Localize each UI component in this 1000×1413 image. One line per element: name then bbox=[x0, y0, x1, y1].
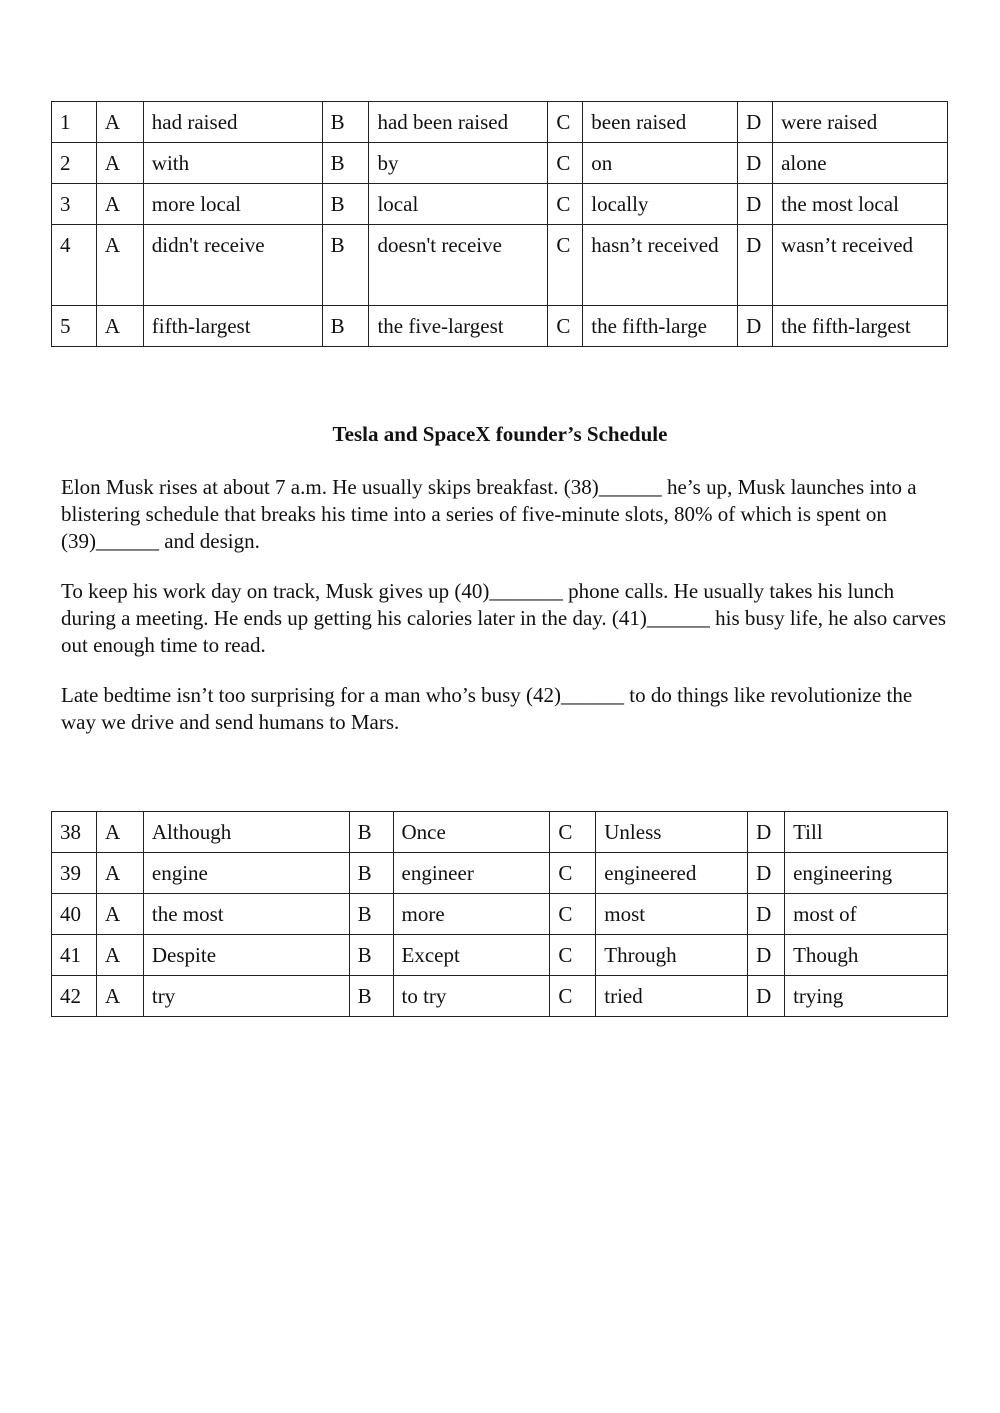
option-b: Once bbox=[393, 812, 550, 853]
option-c: the fifth-large bbox=[583, 306, 738, 347]
option-d-letter: D bbox=[748, 812, 785, 853]
option-a-letter: A bbox=[96, 143, 143, 184]
option-d: alone bbox=[773, 143, 948, 184]
option-c-letter: C bbox=[550, 853, 596, 894]
question-number: 5 bbox=[52, 306, 97, 347]
option-a: Although bbox=[143, 812, 349, 853]
option-d: wasn’t received bbox=[773, 225, 948, 306]
question-number: 2 bbox=[52, 143, 97, 184]
option-b-letter: B bbox=[322, 102, 369, 143]
option-d-letter: D bbox=[748, 894, 785, 935]
option-d-letter: D bbox=[738, 143, 773, 184]
option-d-letter: D bbox=[738, 306, 773, 347]
option-c: engineered bbox=[596, 853, 748, 894]
option-c-letter: C bbox=[548, 102, 583, 143]
option-a: the most bbox=[143, 894, 349, 935]
table-row bbox=[52, 894, 948, 935]
option-c: locally bbox=[583, 184, 738, 225]
table-row bbox=[52, 306, 948, 347]
option-b: local bbox=[369, 184, 548, 225]
option-d-letter: D bbox=[748, 935, 785, 976]
option-c: tried bbox=[596, 976, 748, 1017]
table-row bbox=[52, 812, 948, 853]
option-b-letter: B bbox=[322, 143, 369, 184]
option-d-letter: D bbox=[738, 102, 773, 143]
option-d: the most local bbox=[773, 184, 948, 225]
table-row bbox=[52, 143, 948, 184]
option-c-letter: C bbox=[548, 184, 583, 225]
option-b-letter: B bbox=[349, 894, 393, 935]
option-d-letter: D bbox=[738, 184, 773, 225]
option-c: Unless bbox=[596, 812, 748, 853]
option-d: most of bbox=[785, 894, 948, 935]
option-b: the five-largest bbox=[369, 306, 548, 347]
option-d-letter: D bbox=[748, 976, 785, 1017]
question-number: 39 bbox=[52, 853, 97, 894]
option-c-letter: C bbox=[550, 935, 596, 976]
option-d: were raised bbox=[773, 102, 948, 143]
option-b: engineer bbox=[393, 853, 550, 894]
option-c-letter: C bbox=[548, 225, 583, 306]
option-a: engine bbox=[143, 853, 349, 894]
option-c-letter: C bbox=[550, 812, 596, 853]
option-a-letter: A bbox=[96, 812, 143, 853]
option-a: more local bbox=[143, 184, 322, 225]
table-row bbox=[52, 853, 948, 894]
option-b: doesn't receive bbox=[369, 225, 548, 306]
option-c-letter: C bbox=[550, 894, 596, 935]
passage-paragraph: Elon Musk rises at about 7 a.m. He usually skips breakfast. (38)______ he’s up, Musk launches into a blistering schedule that breaks his time into a series of five-minute slots, 80% of which is spent on (39)______ and design. bbox=[61, 475, 917, 553]
option-a: try bbox=[143, 976, 349, 1017]
passage-title: Tesla and SpaceX founder’s Schedule bbox=[332, 422, 668, 446]
option-b-letter: B bbox=[349, 935, 393, 976]
option-b-letter: B bbox=[349, 853, 393, 894]
option-d-letter: D bbox=[738, 225, 773, 306]
option-d: engineering bbox=[785, 853, 948, 894]
question-number: 1 bbox=[52, 102, 97, 143]
option-c-letter: C bbox=[548, 306, 583, 347]
option-c-letter: C bbox=[550, 976, 596, 1017]
option-b-letter: B bbox=[322, 225, 369, 306]
table-row bbox=[52, 976, 948, 1017]
option-a-letter: A bbox=[96, 976, 143, 1017]
option-a: had raised bbox=[143, 102, 322, 143]
option-c: on bbox=[583, 143, 738, 184]
table-row bbox=[52, 935, 948, 976]
option-c: hasn’t received bbox=[583, 225, 738, 306]
option-d: Though bbox=[785, 935, 948, 976]
option-d: the fifth-largest bbox=[773, 306, 948, 347]
option-a-letter: A bbox=[96, 184, 143, 225]
question-number: 4 bbox=[52, 225, 97, 306]
option-c: Through bbox=[596, 935, 748, 976]
passage-paragraph: To keep his work day on track, Musk gives up (40)_______ phone calls. He usually takes his lunch during a meeting. He ends up getting his calories later in the day. (41)______ his busy life, he also carves out enough time to read. bbox=[61, 579, 947, 657]
question-number: 41 bbox=[52, 935, 97, 976]
option-b-letter: B bbox=[322, 184, 369, 225]
option-c-letter: C bbox=[548, 143, 583, 184]
option-b-letter: B bbox=[349, 812, 393, 853]
option-a-letter: A bbox=[96, 935, 143, 976]
table-row bbox=[52, 184, 948, 225]
option-a-letter: A bbox=[96, 853, 143, 894]
passage-paragraph: Late bedtime isn’t too surprising for a man who’s busy (42)______ to do things like revolutionize the way we drive and send humans to Mars. bbox=[61, 683, 913, 734]
question-number: 40 bbox=[52, 894, 97, 935]
table-row bbox=[52, 225, 948, 306]
option-a-letter: A bbox=[96, 894, 143, 935]
option-b: had been raised bbox=[369, 102, 548, 143]
option-b: to try bbox=[393, 976, 550, 1017]
option-c: been raised bbox=[583, 102, 738, 143]
question-number: 3 bbox=[52, 184, 97, 225]
option-b-letter: B bbox=[322, 306, 369, 347]
option-d-letter: D bbox=[748, 853, 785, 894]
option-a: with bbox=[143, 143, 322, 184]
option-c: most bbox=[596, 894, 748, 935]
option-b: Except bbox=[393, 935, 550, 976]
answer-table-2 bbox=[51, 811, 948, 1017]
option-d: trying bbox=[785, 976, 948, 1017]
answer-table-1 bbox=[51, 101, 948, 347]
question-number: 38 bbox=[52, 812, 97, 853]
option-b: by bbox=[369, 143, 548, 184]
table-row bbox=[52, 102, 948, 143]
option-a-letter: A bbox=[96, 225, 143, 306]
option-a: didn't receive bbox=[143, 225, 322, 306]
option-a: fifth-largest bbox=[143, 306, 322, 347]
option-b: more bbox=[393, 894, 550, 935]
question-number: 42 bbox=[52, 976, 97, 1017]
option-a: Despite bbox=[143, 935, 349, 976]
option-d: Till bbox=[785, 812, 948, 853]
option-a-letter: A bbox=[96, 102, 143, 143]
option-b-letter: B bbox=[349, 976, 393, 1017]
option-a-letter: A bbox=[96, 306, 143, 347]
